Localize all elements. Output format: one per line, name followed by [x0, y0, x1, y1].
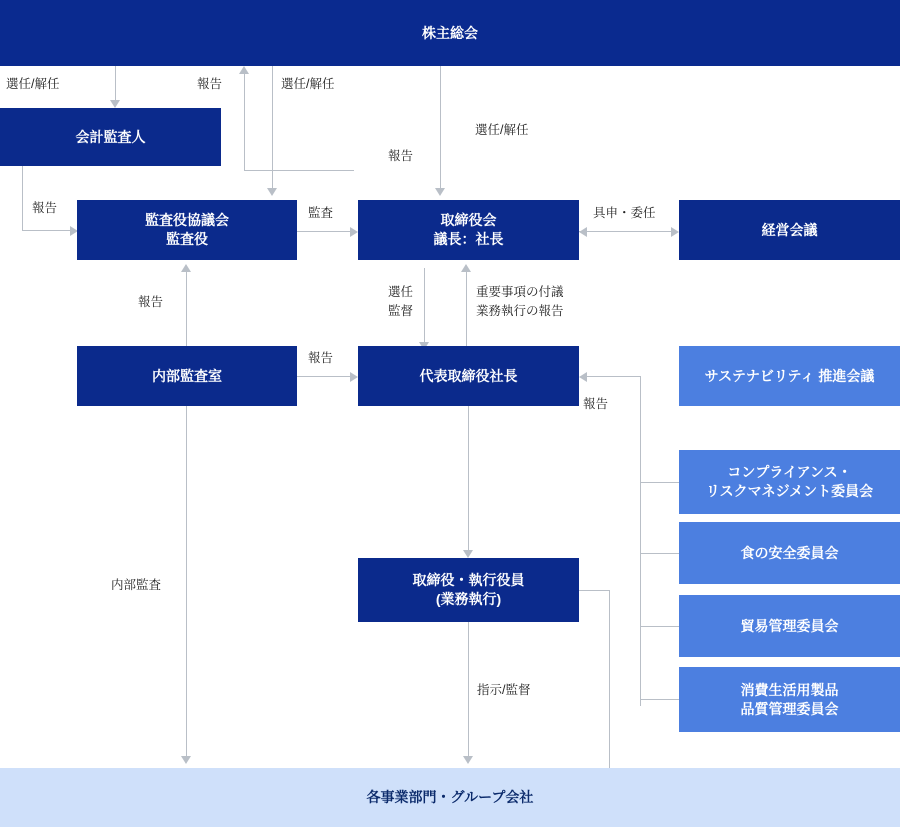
edge-line [244, 74, 245, 170]
edge-arrow-left [579, 372, 587, 382]
node-executive-officers [358, 558, 579, 622]
edge-label-appoint-dismiss-right: 選任/解任 [475, 123, 529, 137]
node-executive-officers-label-1: 取締役・執行役員 [412, 572, 525, 589]
node-management-meeting-label: 経営会議 [761, 221, 818, 238]
edge-label-audit: 監査 [308, 206, 334, 220]
edge-line [585, 376, 641, 377]
edge-label-report-top2: 報告 [388, 149, 414, 163]
edge-label-report-left: 報告 [32, 201, 58, 215]
edge-line [22, 166, 23, 230]
node-auditors-council-label-2: 監査役 [166, 231, 208, 247]
edge-label-report-committees: 報告 [583, 397, 609, 411]
edge-line [297, 376, 353, 377]
node-accounting-auditor [0, 108, 221, 166]
edge-line [186, 272, 187, 350]
node-trade-control-committee-label: 貿易管理委員会 [740, 617, 839, 634]
node-food-safety-committee-label: 食の安全委員会 [740, 544, 839, 561]
node-compliance-committee-label-1: コンプライアンス・ [727, 464, 852, 481]
node-executive-officers-label-2: (業務執行) [435, 591, 502, 607]
edge-line [640, 553, 680, 554]
edge-arrow-left [579, 227, 587, 237]
node-auditors-council [77, 200, 297, 260]
edge-arrow-up [461, 264, 471, 272]
edge-line [609, 590, 610, 768]
edge-label-important-matters-1: 重要事項の付議 [476, 285, 564, 299]
edge-arrow-down [463, 756, 473, 764]
edge-arrow-down [181, 756, 191, 764]
node-product-quality-committee-label-1: 消費生活用製品 [740, 681, 839, 698]
edge-arrow-down [110, 100, 120, 108]
node-president-label: 代表取締役社長 [419, 367, 518, 384]
edge-line [579, 231, 675, 232]
node-sustainability-council-label: サステナビリティ 推進会議 [704, 367, 875, 384]
edge-arrow-down [463, 550, 473, 558]
edge-line [186, 404, 187, 762]
node-management-meeting [679, 200, 900, 260]
edge-line [272, 66, 273, 194]
node-compliance-committee [679, 450, 900, 514]
node-divisions-label: 各事業部門・グループ会社 [366, 789, 534, 806]
edge-arrow-right [350, 372, 358, 382]
edge-label-appoint-1: 選任 [388, 285, 414, 299]
edge-label-important-matters-2: 業務執行の報告 [476, 304, 564, 318]
edge-label-report-internal-audit: 報告 [308, 351, 334, 365]
edge-line [466, 268, 467, 348]
edge-arrow-up [239, 66, 249, 74]
node-internal-audit-office [77, 346, 297, 406]
edge-arrow-up [181, 264, 191, 272]
node-trade-control-committee [679, 595, 900, 657]
edge-line [640, 626, 680, 627]
edge-line [468, 404, 469, 556]
edge-arrow-right [671, 227, 679, 237]
node-auditors-council-label-1: 監査役協議会 [145, 212, 229, 229]
edge-label-internal-audit: 内部監査 [111, 578, 162, 592]
node-internal-audit-office-label: 内部監査室 [152, 367, 222, 384]
edge-line [297, 231, 353, 232]
edge-line [579, 590, 609, 591]
node-shareholders-meeting [0, 0, 900, 66]
node-compliance-committee-label-2: リスクマネジメント委員会 [705, 483, 874, 499]
edge-arrow-right [350, 227, 358, 237]
edge-line [640, 482, 680, 483]
node-sustainability-council [679, 346, 900, 406]
edge-arrow-down [267, 188, 277, 196]
node-president [358, 346, 579, 406]
edge-line [468, 622, 469, 762]
node-shareholders-meeting-label: 株主総会 [422, 24, 478, 41]
edge-line [440, 66, 441, 194]
node-board-of-directors-label-1: 取締役会 [440, 212, 497, 229]
edge-label-appoint-dismiss-mid: 選任/解任 [281, 77, 335, 91]
edge-label-proposal-delegation: 具申・委任 [593, 206, 656, 220]
node-food-safety-committee [679, 522, 900, 584]
node-product-quality-committee [679, 667, 900, 732]
node-accounting-auditor-label: 会計監査人 [75, 128, 146, 145]
edge-label-appoint-dismiss-left: 選任/解任 [6, 77, 60, 91]
edge-line [424, 268, 425, 348]
node-board-of-directors-label-2: 議長：社長 [433, 231, 504, 247]
edge-label-instruction-supervision: 指示/監督 [477, 683, 531, 697]
node-board-of-directors [358, 200, 579, 260]
edge-line [22, 230, 74, 231]
edge-label-report-auditors: 報告 [138, 295, 164, 309]
node-divisions [0, 768, 900, 827]
node-product-quality-committee-label-2: 品質管理委員会 [740, 700, 839, 717]
edge-line [640, 699, 680, 700]
edge-label-appoint-2: 監督 [388, 304, 414, 318]
edge-line [640, 376, 641, 706]
edge-line [244, 170, 354, 171]
edge-label-report-top1: 報告 [197, 77, 223, 91]
edge-arrow-down [435, 188, 445, 196]
